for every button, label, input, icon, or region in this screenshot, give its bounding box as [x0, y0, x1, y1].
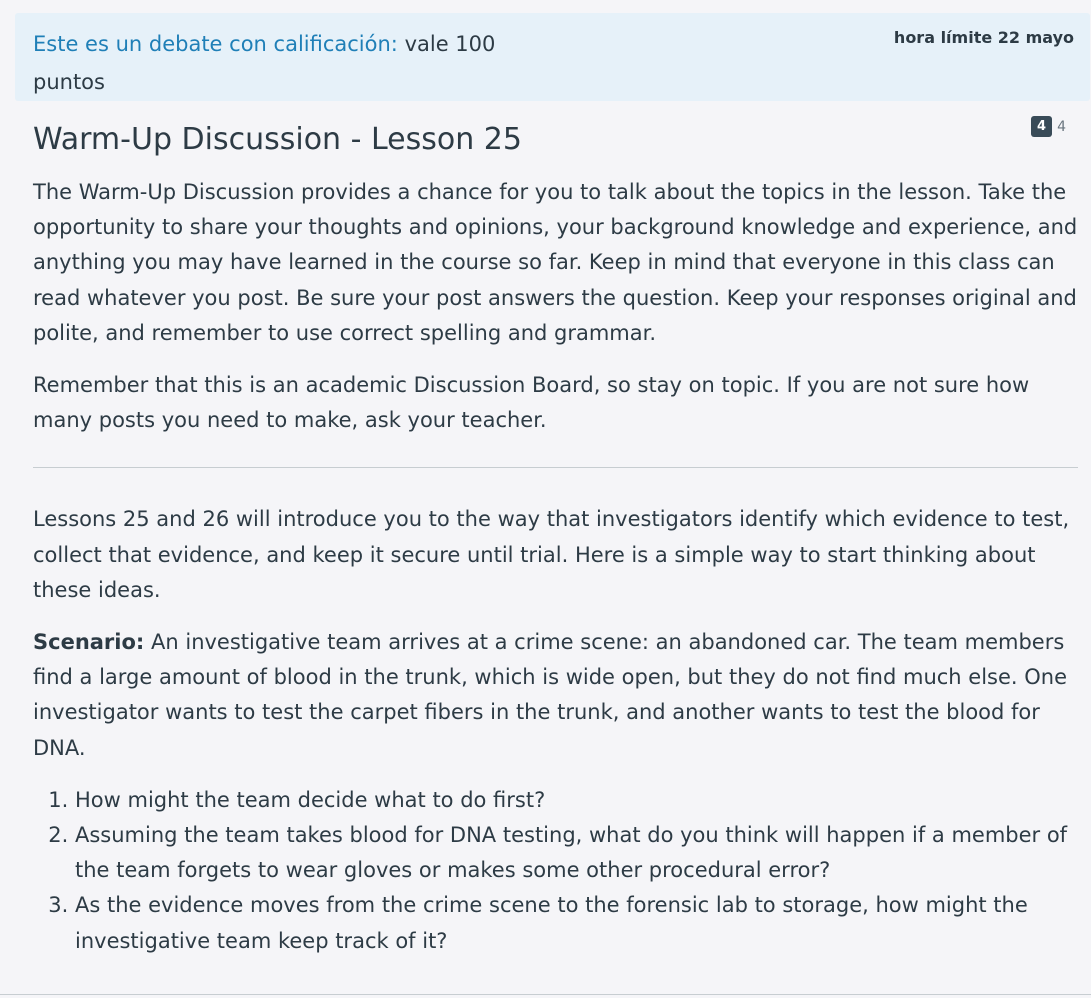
lesson-intro-paragraph: Lessons 25 and 26 will introduce you to the way that investigators identify which evidence to test, collect that evidence, and keep it secure until trial. Here is a simple way to start thinking about these ideas.	[33, 507, 1070, 602]
question-item: 2. Assuming the team takes blood for DNA testing, what do you think will happen if a member of the team forgets to wear gloves or makes some other procedural error?	[75, 818, 1078, 888]
graded-discussion-label: Este es un debate con calificación:	[33, 32, 398, 56]
unread-count-badge[interactable]: 4	[1031, 116, 1052, 137]
due-date: hora límite 22 mayo	[893, 28, 1074, 47]
discussion-title: Warm-Up Discussion - Lesson 25	[33, 122, 522, 157]
question-item: 1. How might the team decide what to do first?	[75, 783, 1078, 818]
scenario-label: Scenario:	[33, 630, 145, 655]
reply-count	[1031, 116, 1066, 137]
question-list	[33, 783, 1078, 959]
intro-paragraph-2: Remember that this is an academic Discussion Board, so stay on topic. If you are not sure how many posts you need to make, ask your teacher.	[33, 373, 1030, 433]
scenario-paragraph	[33, 625, 1078, 766]
points-possible: vale 100 puntos	[33, 32, 496, 94]
discussion-body	[33, 175, 1078, 959]
graded-discussion-info	[33, 25, 553, 101]
divider	[33, 467, 1078, 468]
total-reply-count: 4	[1057, 118, 1066, 135]
bottom-divider	[0, 994, 1091, 995]
intro-paragraph: The Warm-Up Discussion provides a chance for you to talk about the topics in the lesson. Take the opportunity to share your thoughts and opinions, your background knowledge and experience, and anything you may have learned in the course so far. Keep in mind that everyone in this class can read whatever you post. Be sure your post answers the question. Keep your responses original and polite, and remember to use correct spelling and grammar.	[33, 180, 1078, 345]
scenario-text: An investigative team arrives at a crime scene: an abandoned car. The team members find a large amount of blood in the trunk, which is wide open, but they do not find much else. One investigator wants to test the carpet fibers in the trunk, and another wants to test the blood for DNA.	[33, 630, 1068, 760]
graded-discussion-banner	[15, 13, 1090, 101]
question-item: 3. As the evidence moves from the crime scene to the forensic lab to storage, how might the investigative team keep track of it?	[75, 888, 1078, 958]
